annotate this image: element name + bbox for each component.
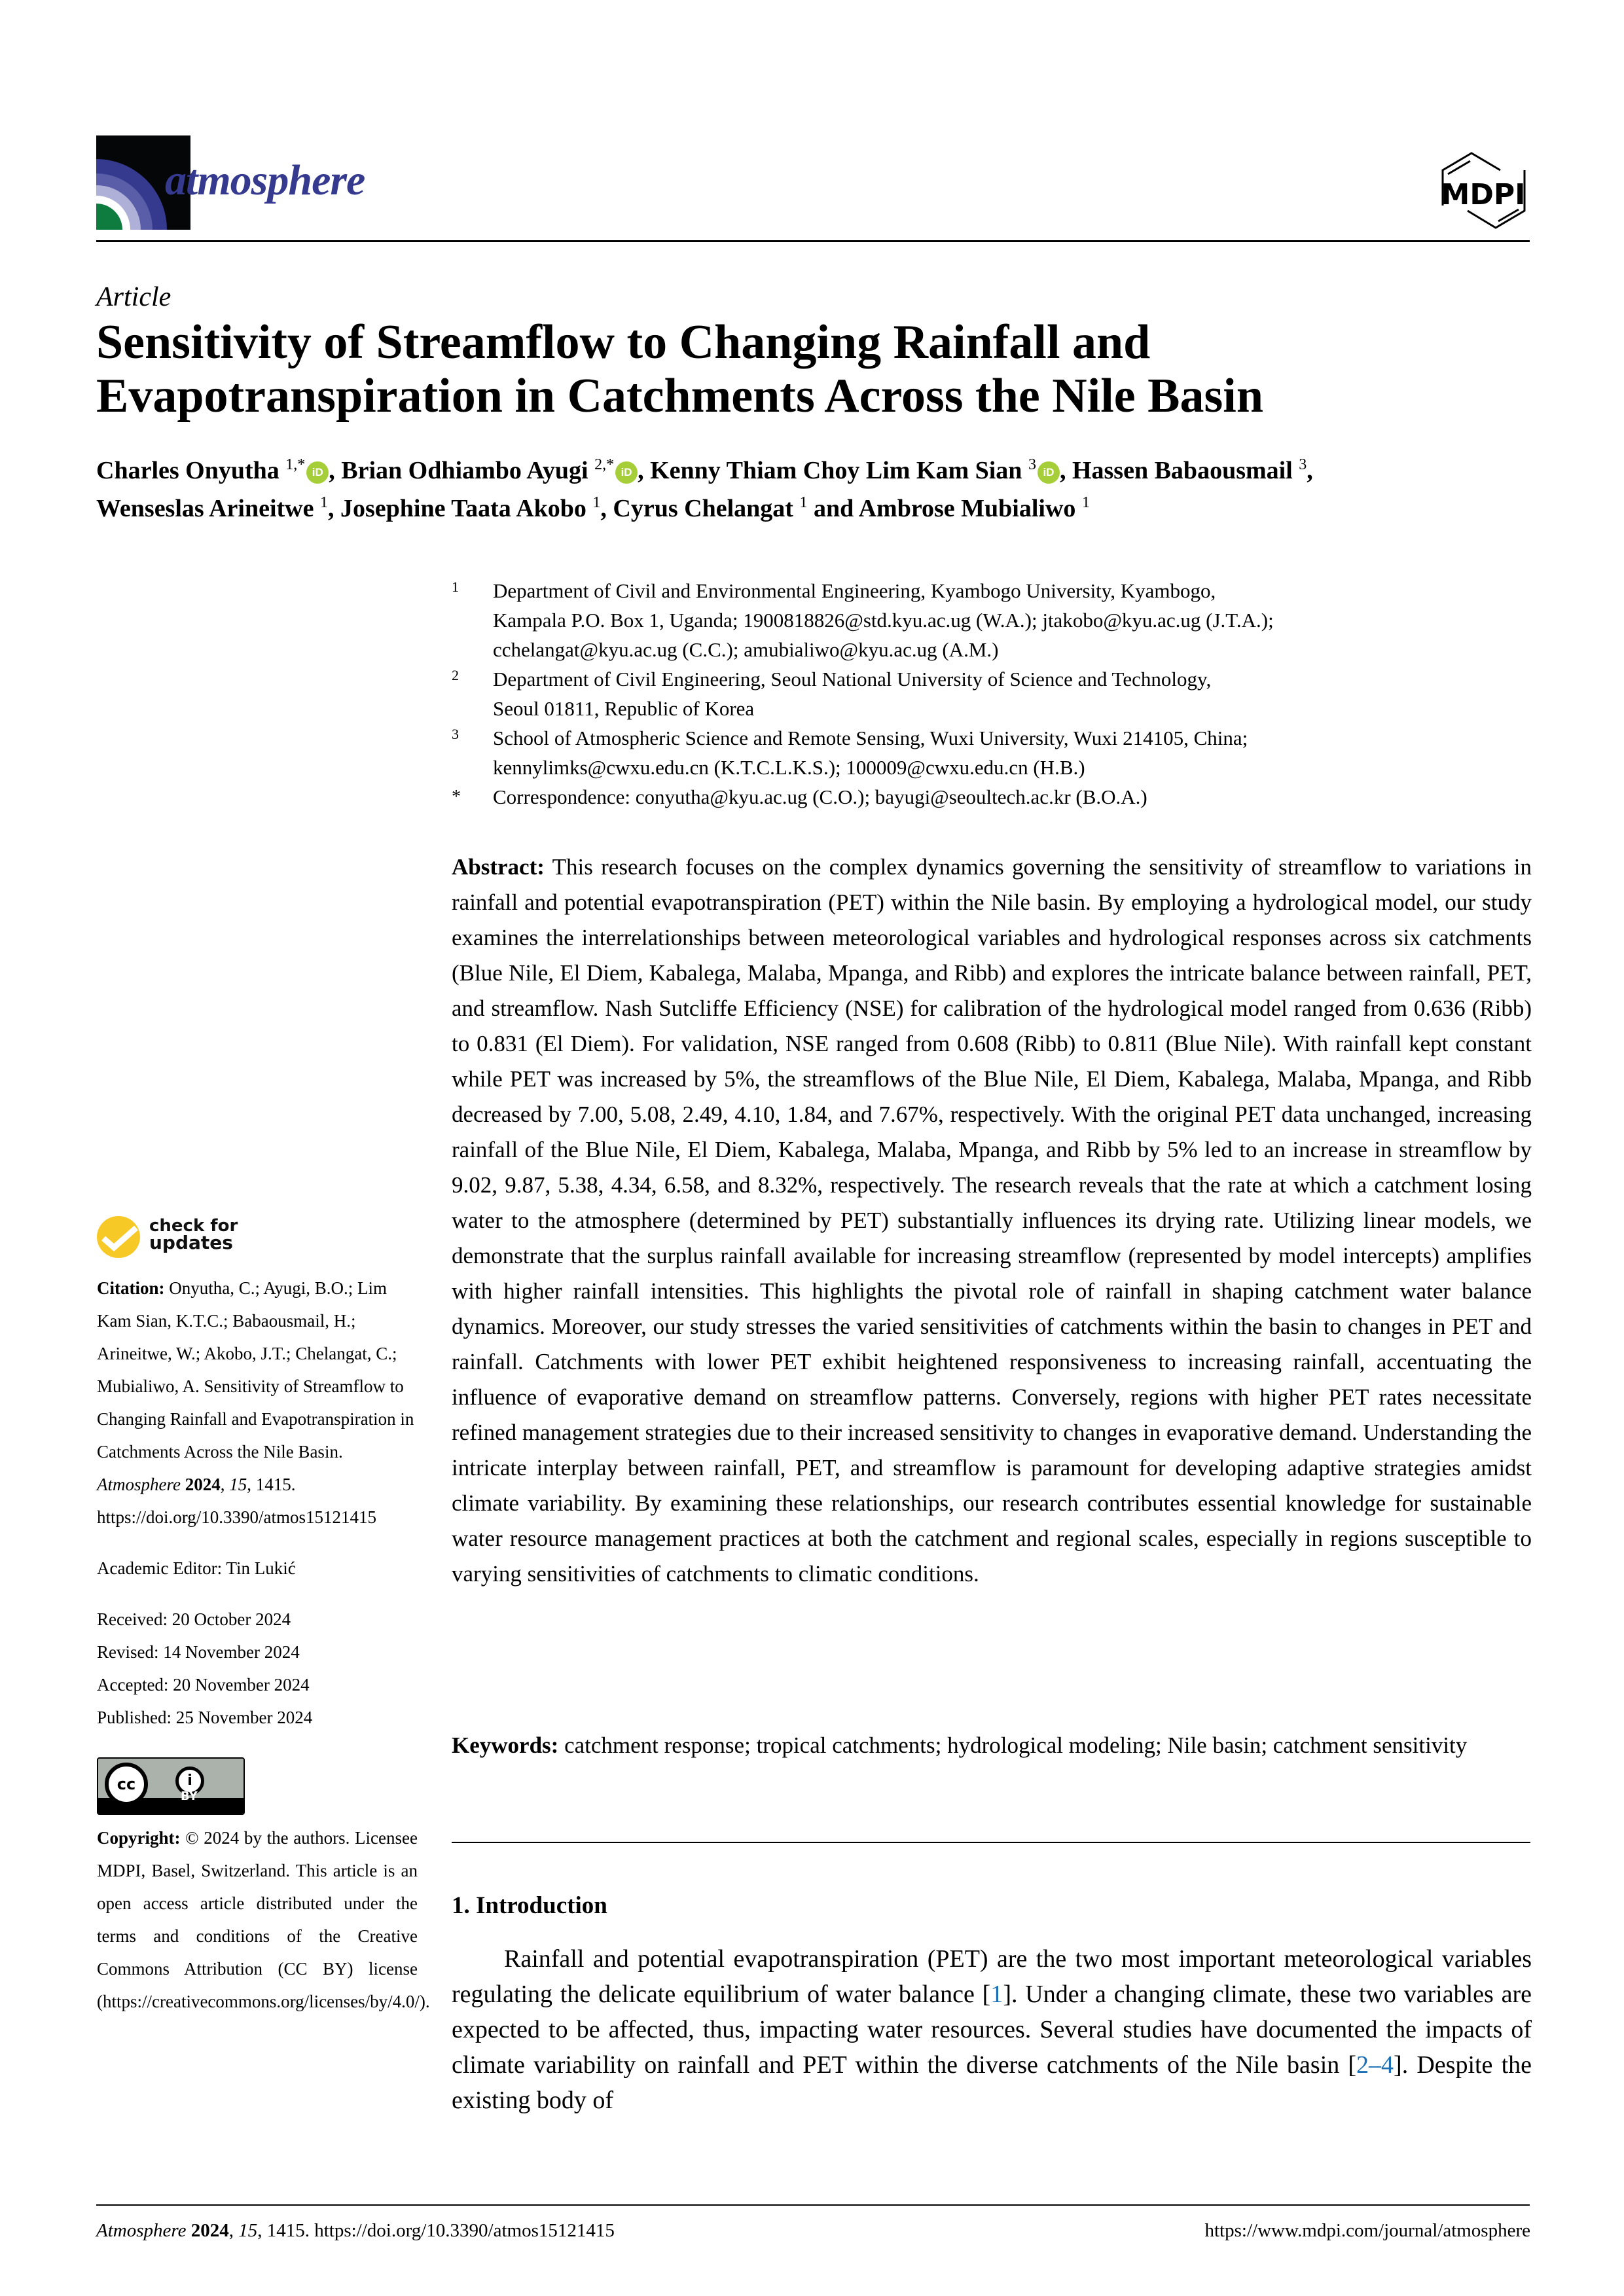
author-affiliation-sup: 3 (1299, 456, 1307, 473)
affiliation-number: 3 (452, 726, 459, 742)
affiliation-line: Department of Civil Engineering, Seoul National University of Science and Technology, (493, 668, 1212, 691)
check-updates-line-1: check for (149, 1216, 238, 1236)
author-separator: , (327, 495, 340, 522)
citation-text: Onyutha, C.; Ayugi, B.O.; Lim Kam Sian, K.T.C.; Babaousmail, H.; Arineitwe, W.; Akobo, J.T.; Chelangat, C.; Mubialiwo, A. Sensitivity of Streamflow to Changing Rainfall and Evapotranspiration in Catchments Across the Nile Basin. (97, 1278, 414, 1462)
author-affiliation-sup: 1 (592, 494, 601, 511)
footer-rule (96, 2204, 1530, 2206)
journal-name: atmosphere (165, 156, 365, 204)
title-line-1: Sensitivity of Streamflow to Changing Rainfall and (96, 315, 1151, 369)
received-date: Received: 20 October 2024 (97, 1609, 291, 1629)
check-for-updates-badge[interactable] (97, 1216, 261, 1262)
header-rule (96, 240, 1530, 242)
citation-journal: Atmosphere (97, 1475, 181, 1494)
author-name: Kenny Thiam Choy Lim Kam Sian (650, 457, 1022, 484)
check-icon (97, 1216, 140, 1258)
affiliation-number: 1 (452, 579, 459, 595)
copyright-text: © 2024 by the authors. Licensee MDPI, Basel, Switzerland. This article is an open access article distributed under the terms and conditions of the Creative Commons Attribution (CC BY) license (https://creativecommons.org/licenses/by/4.0/). (97, 1828, 430, 2011)
affiliations (452, 576, 1420, 812)
reference-link-4[interactable]: 4 (1381, 2051, 1394, 2079)
author-separator: , (1059, 457, 1072, 484)
author-name: Hassen Babaousmail (1072, 457, 1293, 484)
abstract-text: This research focuses on the complex dynamics governing the sensitivity of streamflow to variations in rainfall and potential evapotranspiration (PET) within the Nile basin. By employing a hydrological model, our study examines the interrelationships between meteorological variables and hydrological responses across six catchments (Blue Nile, El Diem, Kabalega, Malaba, Mpanga, and Ribb) and explores the intricate balance between rainfall, PET, and streamflow. Nash Sutcliffe Efficiency (NSE) for calibration of the hydrological model ranged from 0.636 (Ribb) to 0.831 (El Diem). For validation, NSE ranged from 0.608 (Ribb) to 0.811 (Blue Nile). With rainfall kept constant while PET was increased by 5%, the streamflows of the Blue Nile, El Diem, Kabalega, Malaba, Mpanga, and Ribb decreased by 7.00, 5.08, 2.49, 4.10, 1.84, and 7.67%, respectively. With the original PET data unchanged, increasing rainfall of the Blue Nile, El Diem, Kabalega, Malaba, Mpanga, and Ribb by 5% led to an increase in streamflow by 9.02, 9.87, 5.38, 4.34, 6.58, and 8.32%, respectively. The research reveals that the rate at which a catchment losing water to the atmosphere (determined by PET) substantially influences its drying rate. Utilizing linear models, we demonstrate that the surplus rainfall available for increasing streamflow (represented by model intercepts) amplifies with higher rainfall intensities. This highlights the pivotal role of rainfall in shaping catchment water balance dynamics. Moreover, our study stresses the varied sensitivities of catchments within the basin to changes in PET and rainfall. Catchments with lower PET exhibit heightened responsiveness to increasing rainfall, accentuating the influence of evaporative demand on streamflow patterns. Conversely, regions with higher PET rates necessitate refined management strategies due to their increased sensitivity to changes in evaporative demand. Understanding the intricate interplay between rainfall, PET, and streamflow is paramount for developing adaptive strategies amidst climate variability. By examining these relationships, our research contributes essential knowledge for sustainable water resource management practices at both the catchment and regional scales, especially in regions susceptible to varying sensitivities of catchments to climatic conditions. (452, 854, 1532, 1587)
section-heading-introduction: 1. Introduction (452, 1892, 607, 1919)
footer-doi-link[interactable]: , 1415. https://doi.org/10.3390/atmos15121415 (257, 2220, 615, 2241)
copyright (97, 1821, 430, 2018)
citation-label: Citation: (97, 1278, 165, 1298)
affiliation-line: Correspondence: conyutha@kyu.ac.ug (C.O.); bayugi@seoultech.ac.kr (B.O.A.) (493, 785, 1147, 808)
affiliation-item (452, 664, 1420, 723)
footer-volume: 15 (238, 2220, 258, 2241)
author-separator: , (600, 495, 613, 522)
affiliation-line: Seoul 01811, Republic of Korea (493, 697, 755, 720)
affiliation-item (452, 723, 1420, 782)
check-updates-line-2: updates (149, 1232, 233, 1253)
affiliation-line: Department of Civil and Environmental Engineering, Kyambogo University, Kyambogo, (493, 579, 1216, 602)
by-label: BY (181, 1789, 198, 1803)
author-separator: , (329, 457, 342, 484)
introduction-paragraph: Rainfall and potential evapotranspiration (PET) are the two most important meteorological variables regulating the delicate equilibrium of water balance [1]. Under a changing climate, these two variables are expected to be affected, thus, impacting water resources. Several studies have documented the impacts of climate variability on rainfall and PET within the diverse catchments of the Nile basin [2–4]. Despite the existing body of (452, 1945, 1532, 2114)
mdpi-logo-icon (1407, 151, 1532, 236)
author-affiliation-sup: 1 (319, 494, 328, 511)
reference-link-2[interactable]: 2 (1356, 2051, 1369, 2079)
title-line-2: Evapotranspiration in Catchments Across the Nile Basin (96, 369, 1263, 423)
section-divider (452, 1842, 1530, 1843)
affiliation-line: School of Atmospheric Science and Remote Sensing, Wuxi University, Wuxi 214105, China; (493, 726, 1248, 749)
footer-journal: Atmosphere (96, 2220, 187, 2241)
keywords (452, 1728, 1532, 1763)
author-name: Charles Onyutha (96, 457, 280, 484)
accepted-date: Accepted: 20 November 2024 (97, 1675, 310, 1695)
cc-icon: cc (105, 1763, 148, 1806)
cc-by-license-badge[interactable] (97, 1757, 245, 1815)
author-separator: , (638, 457, 651, 484)
affiliation-number: * (452, 787, 461, 807)
author-affiliation-sup: 1 (1081, 494, 1090, 511)
affiliation-item (452, 782, 1420, 812)
author-name: Wenseslas Arineitwe (96, 495, 314, 522)
orcid-icon[interactable]: iD (306, 461, 329, 484)
published-date: Published: 25 November 2024 (97, 1708, 313, 1727)
citation: Citation: Onyutha, C.; Ayugi, B.O.; Lim Kam Sian, K.T.C.; Babaousmail, H.; Arineitwe, W.; Akobo, J.T.; Chelangat, C.; Mubialiwo, A. Sensitivity of Streamflow to Changing Rainfall and Evapotranspiration in Catchments Across the Nile Basin. Atmosphere 2024, 15, 1415. https://doi.org/10.3390/atmos15121415 (97, 1278, 414, 1527)
keywords-text: catchment response; tropical catchments; hydrological modeling; Nile basin; catchment sensitivity (558, 1732, 1468, 1758)
abstract (452, 850, 1532, 1592)
copyright-label: Copyright: (97, 1828, 181, 1848)
affiliation-line: kennylimks@cwxu.edu.cn (K.T.C.L.K.S.); 100009@cwxu.edu.cn (H.B.) (493, 756, 1085, 779)
revised-date: Revised: 14 November 2024 (97, 1642, 300, 1662)
affiliation-item (452, 576, 1420, 664)
author-affiliation-sup: 1,* (285, 456, 306, 473)
author-affiliation-sup: 1 (799, 494, 808, 511)
citation-volume: 15 (229, 1475, 247, 1494)
author-affiliation-sup: 3 (1028, 456, 1036, 473)
author-name: Ambrose Mubialiwo (858, 495, 1076, 522)
author-affiliation-sup: 2,* (594, 456, 615, 473)
article-title (96, 315, 1536, 423)
author-name: Josephine Taata Akobo (340, 495, 586, 522)
orcid-icon[interactable]: iD (615, 461, 638, 484)
citation-year: 2024 (185, 1475, 221, 1494)
abstract-label: Abstract: (452, 854, 545, 880)
author-name: Cyrus Chelangat (613, 495, 793, 522)
citation-doi-link[interactable]: , 1415. https://doi.org/10.3390/atmos15121415 (97, 1475, 377, 1527)
keywords-label: Keywords: (452, 1732, 559, 1758)
author-separator: and (807, 495, 859, 522)
attribution-person-icon: i (175, 1767, 204, 1795)
footer-year: 2024 (190, 2220, 229, 2241)
affiliation-line: cchelangat@kyu.ac.ug (C.C.); amubialiwo@kyu.ac.ug (A.M.) (493, 638, 999, 661)
footer-journal-url[interactable]: https://www.mdpi.com/journal/atmosphere (1204, 2220, 1530, 2241)
academic-editor: Academic Editor: Tin Lukić (97, 1558, 296, 1578)
author-list (96, 452, 1536, 528)
footer-citation: Atmosphere 2024, 15, 1415. https://doi.org/10.3390/atmos15121415 (96, 2220, 615, 2241)
affiliation-line: Kampala P.O. Box 1, Uganda; 1900818826@std.kyu.ac.ug (W.A.); jtakobo@kyu.ac.ug (J.T.A.); (493, 609, 1274, 632)
orcid-icon[interactable]: iD (1038, 461, 1060, 484)
reference-link-1[interactable]: 1 (990, 1981, 1003, 2008)
author-separator: , (1307, 457, 1313, 484)
author-name: Brian Odhiambo Ayugi (341, 457, 588, 484)
affiliation-number: 2 (452, 667, 459, 683)
mdpi-logo-text: MDPI (1441, 178, 1526, 211)
article-type: Article (96, 282, 171, 312)
article-info-sidebar (97, 1272, 430, 2018)
